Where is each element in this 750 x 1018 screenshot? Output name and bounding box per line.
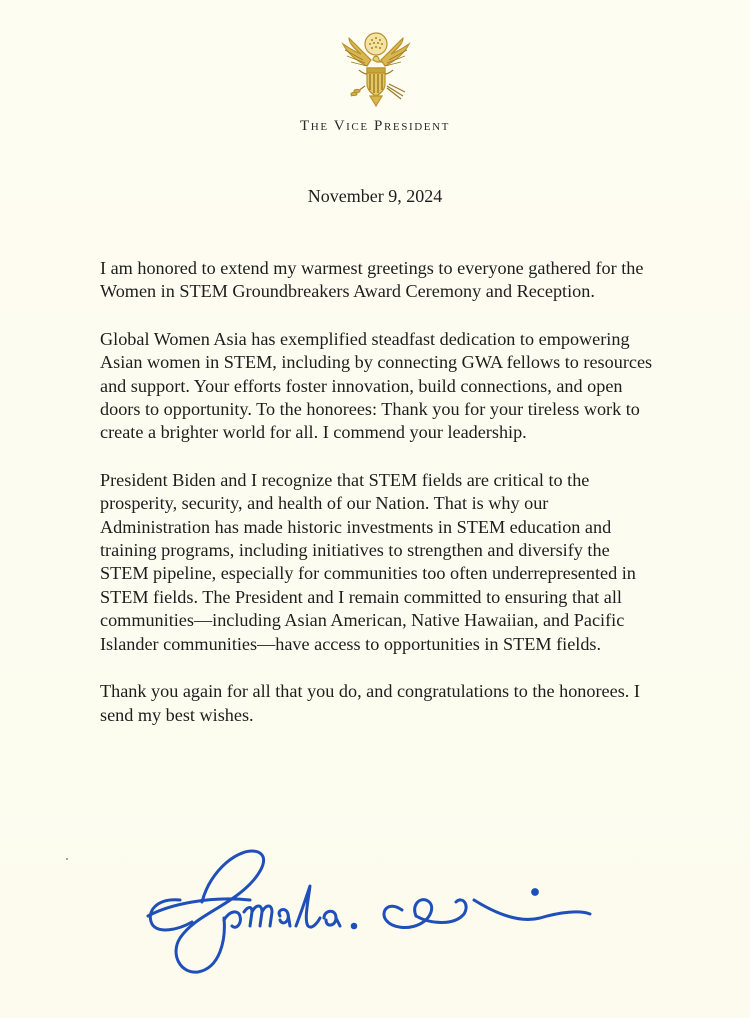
paragraph-gwa: Global Women Asia has exemplified steadfast dedication to empowering Asian women in STEM, including by connecting GWA fellows to resources and support. Your efforts foster innovation, build connections, and open doors to opportunity. To the honorees: Thank you for your tireless work to create a brighter world for all. I commend your leadership. [100,328,653,443]
paragraph-administration: President Biden and I recognize that STEM fields are critical to the prosperity, security, and health of our Nation. That is why our Administration has made historic investments in STEM education and training programs, including initiatives to strengthen and diversify the STEM pipeline, especially for communities too often underrepresented in STEM fields. The President and I remain committed to ensuring that all communities—including Asian American, Native Hawaiian, and Pacific Islander communities—have access to opportunities in STEM fields. [100,469,636,654]
letter-body [100,257,660,751]
letter-date: November 9, 2024 [307,186,443,206]
office-title: The Vice President [300,118,450,134]
paragraph-greeting: I am honored to extend my warmest greetings to everyone gathered for the Women in STEM Groundbreakers Award Ceremony and Reception. [100,258,644,302]
vice-president-seal-icon [337,30,415,112]
handwritten-signature [140,840,610,990]
paragraph-closing: Thank you again for all that you do, and congratulations to the honorees. I send my best wishes. [100,681,640,725]
paper-speck [66,858,68,860]
